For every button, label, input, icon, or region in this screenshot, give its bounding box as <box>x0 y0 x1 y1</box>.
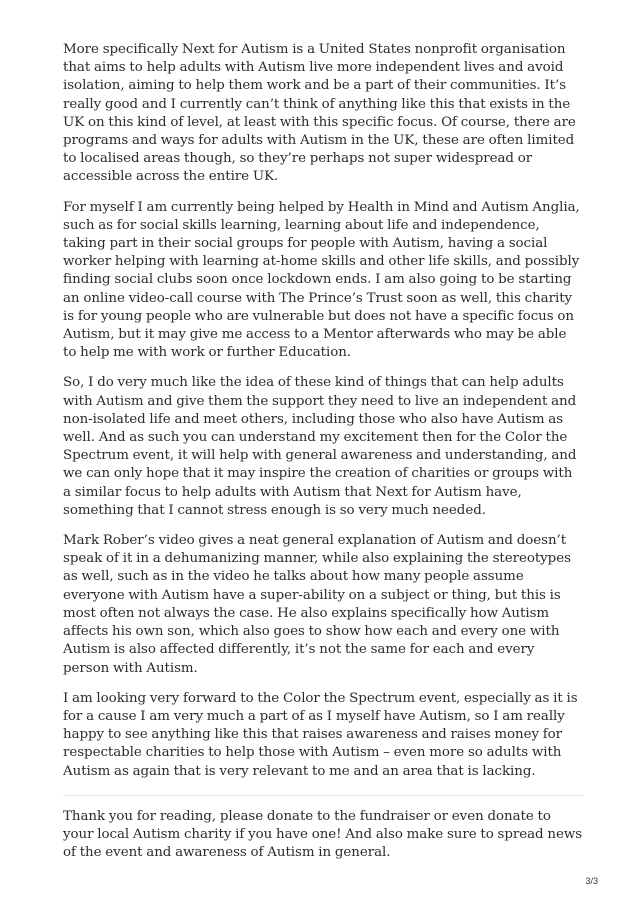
paragraph-mark-rober-video: Mark Rober’s video gives a neat general explanation of Autism and doesn’t speak of it in a dehumanizing manner, while also explaining the stereotypes as well, such as in the video he talks about how many people assume everyone with Autism have a super-ability on a subject or thing, but this is most often not always the case. He also explains specifically how Autism affects his own son, which also goes to show how each and every one with Autism is also affected differently, it’s not the same for each and every person with Autism. <box>63 533 571 676</box>
page-number: 3/3 <box>585 876 598 886</box>
paragraph-looking-forward: I am looking very forward to the Color the Spectrum event, especially as it is for a cause I am very much a part of as I myself have Autism, so I am really happy to see anything like this that raises awareness and raises money for respectable charities to help those with Autism – even more so adults with Autism as again that is very relevant to me and an area that is lacking. <box>63 690 578 779</box>
paragraph-color-the-spectrum: So, I do very much like the idea of these kind of things that can help adults with Autism and give them the support they need to live an independent and non-isolated life and meet others, including those who also have Autism as well. And as such you can understand my excitement then for the Color the Spectrum event, it will help with general awareness and understanding, and we can only hope that it may inspire the creation of charities or groups with a similar focus to help adults with Autism that Next for Autism have, something that I cannot stress enough is so very much needed. <box>63 375 577 518</box>
paragraph-next-for-autism: More specifically Next for Autism is a United States nonprofit organisation that aims to help adults with Autism live more independent lives and avoid isolation, aiming to help them work and be a part of their communities. It’s really good and I currently can’t think of anything like this that exists in the UK on this kind of level, at least with this specific focus. Of course, there are programs and ways for adults with Autism in the UK, these are often limited to localised areas though, so they’re perhaps not super widespread or accessible across the entire UK. <box>63 42 576 185</box>
section-divider <box>63 795 583 796</box>
closing-paragraph: Thank you for reading, please donate to the fundraiser or even donate to your local Autism charity if you have one! And also make sure to spread news of the event and awareness of Autism in general. <box>63 808 583 861</box>
article-body <box>63 41 583 874</box>
paragraph-personal-support: For myself I am currently being helped by Health in Mind and Autism Anglia, such as for social skills learning, learning about life and independence, taking part in their social groups for people with Autism, having a social worker helping with learning at-home skills and other life skills, and possibly finding social clubs soon once lockdown ends. I am also going to be starting an online video-call course with The Prince’s Trust soon as well, this charity is for young people who are vulnerable but does not have a specific focus on Autism, but it may give me access to a Mentor afterwards who may be able to help me with work or further Education. <box>63 199 580 361</box>
